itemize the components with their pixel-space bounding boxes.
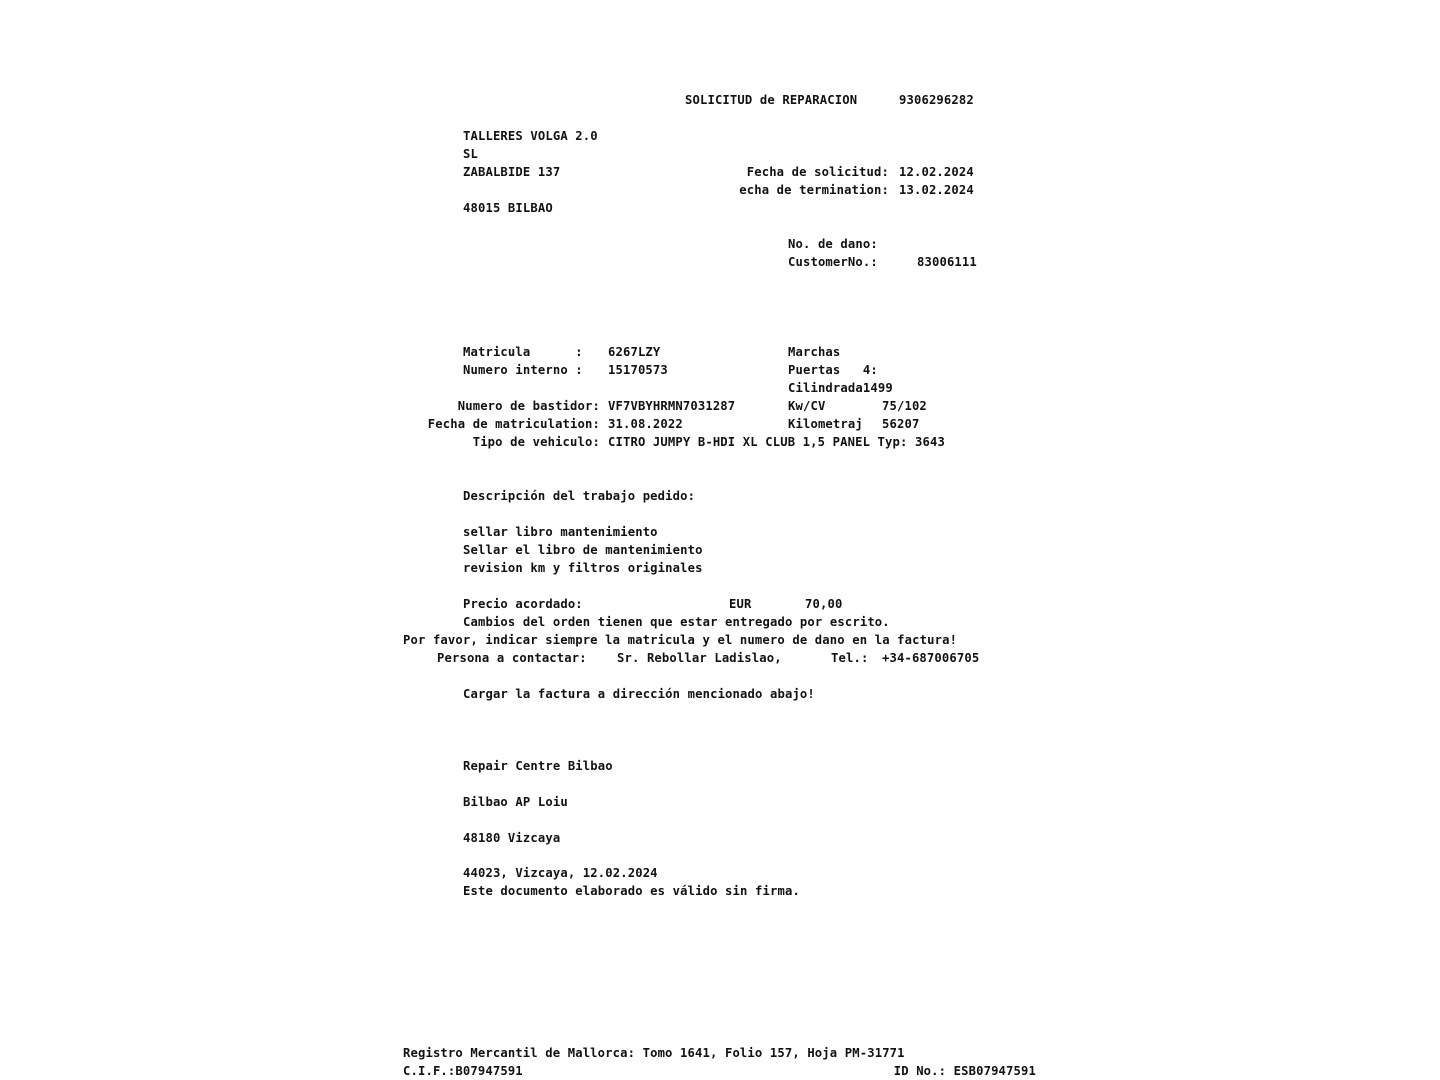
mileage-label: Kilometraj — [788, 417, 863, 431]
contact-name: Sr. Rebollar Ladislao, — [617, 651, 782, 665]
billing-location: Bilbao AP Loiu — [463, 795, 568, 809]
mileage-value: 56207 — [882, 417, 920, 431]
request-number: 9306296282 — [899, 93, 974, 107]
price-amount: 70,00 — [805, 597, 843, 611]
place-date: 44023, Vizcaya, 12.02.2024 — [463, 866, 658, 880]
validity-note: Este documento elaborado es válido sin firma. — [463, 884, 800, 898]
invoice-reminder: Por favor, indicar siempre la matricula y el numero de dano en la factura! — [403, 633, 958, 647]
vehicle-type-label: Tipo de vehiculo: — [472, 435, 600, 449]
request-date-label: Fecha de solicitud: — [746, 165, 889, 179]
customer-number-label: CustomerNo.: — [788, 255, 878, 269]
termination-date-label: echa de termination: — [739, 183, 889, 197]
work-line: revision km y filtros originales — [463, 561, 703, 575]
internal-number-label: Numero interno : — [463, 363, 583, 377]
registry-line: Registro Mercantil de Mallorca: Tomo 1641, Folio 157, Hoja PM-31771 — [403, 1046, 905, 1060]
displacement-label: Cilindrada1499 — [788, 381, 893, 395]
termination-date-value: 13.02.2024 — [899, 183, 974, 197]
plate-value: 6267LZY — [608, 345, 661, 359]
cif-line: C.I.F.:B07947591 — [403, 1064, 523, 1078]
changes-note: Cambios del orden tienen que estar entregado por escrito. — [463, 615, 890, 629]
doors-label: Puertas 4: — [788, 363, 878, 377]
workshop-city: 48015 BILBAO — [463, 201, 553, 215]
workshop-street: ZABALBIDE 137 — [463, 165, 561, 179]
registration-date-label: Fecha de matriculation: — [427, 417, 600, 431]
invoice-instruction: Cargar la factura a dirección mencionado abajo! — [463, 687, 815, 701]
gears-label: Marchas — [788, 345, 841, 359]
power-value: 75/102 — [882, 399, 927, 413]
damage-number-label: No. de dano: — [788, 237, 878, 251]
customer-number-value: 83006111 — [917, 255, 977, 269]
phone-value: +34-687006705 — [882, 651, 980, 665]
billing-name: Repair Centre Bilbao — [463, 759, 613, 773]
billing-postal: 48180 Vizcaya — [463, 831, 561, 845]
chassis-label: Numero de bastidor: — [457, 399, 600, 413]
contact-label: Persona a contactar: — [437, 651, 587, 665]
document-title: SOLICITUD de REPARACION — [685, 93, 858, 107]
price-currency: EUR — [729, 597, 752, 611]
price-label: Precio acordado: — [463, 597, 583, 611]
work-line: Sellar el libro de mantenimiento — [463, 543, 703, 557]
vehicle-type-value: CITRO JUMPY B-HDI XL CLUB 1,5 PANEL Typ: 3643 — [608, 435, 945, 449]
phone-label: Tel.: — [831, 651, 869, 665]
chassis-value: VF7VBYHRMN7031287 — [608, 399, 736, 413]
request-date-value: 12.02.2024 — [899, 165, 974, 179]
plate-label: Matricula : — [463, 345, 583, 359]
work-line: sellar libro mantenimiento — [463, 525, 658, 539]
registration-date-value: 31.08.2022 — [608, 417, 683, 431]
id-line: ID No.: ESB07947591 — [893, 1064, 1036, 1078]
workshop-name: TALLERES VOLGA 2.0 — [463, 129, 598, 143]
internal-number-value: 15170573 — [608, 363, 668, 377]
workshop-legal-form: SL — [463, 147, 478, 161]
work-heading: Descripción del trabajo pedido: — [463, 489, 696, 503]
power-label: Kw/CV — [788, 399, 826, 413]
